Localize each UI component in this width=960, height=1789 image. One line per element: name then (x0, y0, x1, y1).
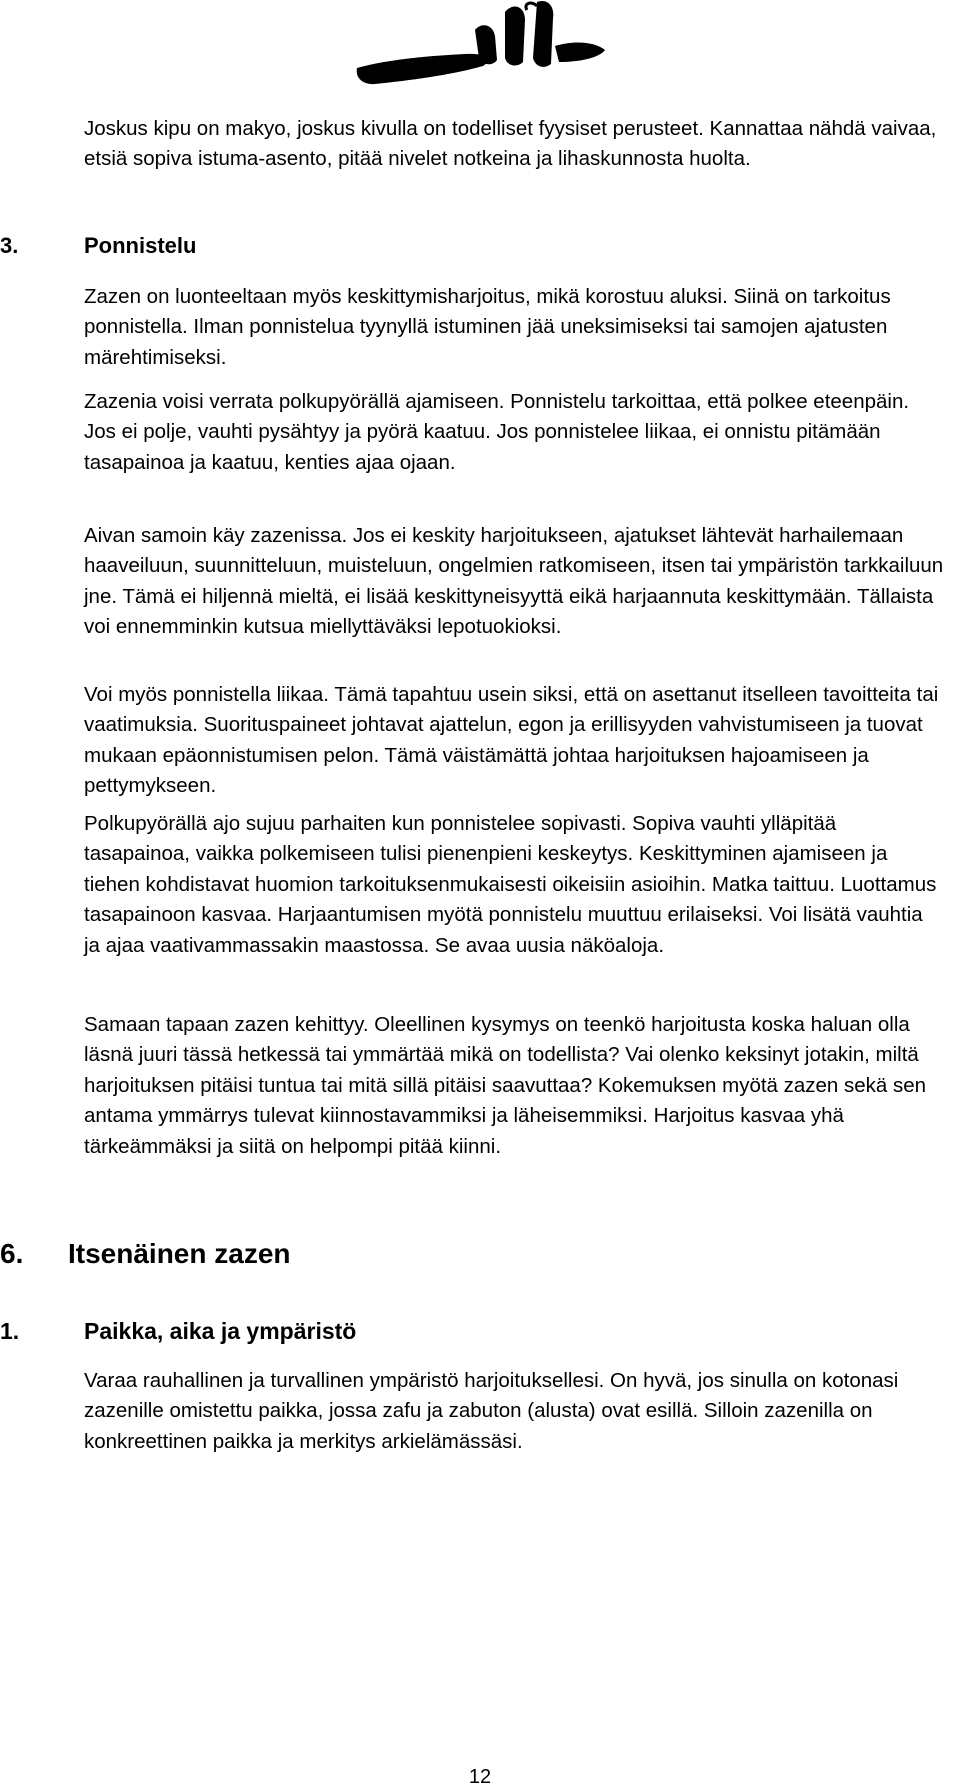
paragraph-concentration: Zazen on luonteeltaan myös keskittymisharjoitus, mikä korostuu aluksi. Siinä on tarkoitus ponnistella. Ilman ponnistelua tyynyllä istuminen jää uneksimiseksi tai samojen ajatusten märehtimiseksi. (84, 285, 891, 369)
paragraph-zazen-develops: Samaan tapaan zazen kehittyy. Oleellinen kysymys on teenkö harjoitusta koska haluan olla läsnä juuri tässä hetkessä tai ymmärtää mikä on todellista? Vai olenko keksinyt jotakin, miltä harjoituksen pitäisi tuntua tai mitä sillä pitäisi saavuttaa? Kokemuksen myötä zazen sekä sen antama ymmärrys tulevat kiinnostavammiksi ja läheisemmiksi. Harjoitus kasvaa yhä tärkeämmäksi ja siitä on helpompi pitää kiinni. (84, 1013, 927, 1158)
paragraph-too-much: Voi myös ponnistella liikaa. Tämä tapahtuu usein siksi, että on asettanut itselleen tavoitteita tai vaatimuksia. Suorituspaineet johtavat ajattelun, egon ja erillisyyden vahvistumiseen ja tuovat mukaan epäonnistumisen pelon. Tämä väistämättä johtaa harjoituksen hajoamiseen ja pettymykseen. (84, 683, 939, 798)
paragraph-pain: Joskus kipu on makyo, joskus kivulla on todelliset fyysiset perusteet. Kannattaa nähdä vaivaa, etsiä sopiva istuma-asento, pitää nivelet notkeina ja lihaskunnosta huolta. (84, 117, 937, 171)
heading-number: 1. (0, 1318, 20, 1344)
heading-title: Ponnistelu (84, 233, 197, 258)
heading-number: 3. (0, 233, 19, 258)
calligraphy-logo (355, 0, 610, 95)
chapter-title: Itsenäinen zazen (68, 1238, 291, 1269)
chapter-number: 6. (0, 1238, 24, 1269)
heading-title: Paikka, aika ja ympäristö (84, 1318, 357, 1344)
paragraph-bicycle: Zazenia voisi verrata polkupyörällä ajamiseen. Ponnistelu tarkoittaa, että polkee eteenpäin. Jos ei polje, vauhti pysähtyy ja pyörä kaatuu. Jos ponnistelee liikaa, ei onnistu pitämään tasapainoa ja kaatuu, kenties ajaa ojaan. (84, 390, 910, 474)
paragraph-zazen-same: Aivan samoin käy zazenissa. Jos ei keskity harjoitukseen, ajatukset lähtevät harhailemaan haaveiluun, suunnitteluun, muisteluun, ongelmien ratkomiseen, itsen tai ympäristön tarkkailuun jne. Tämä ei hiljennä mieltä, ei lisää keskittyneisyyttä eikä harjaannuta keskittymään. Tällaista voi ennemminkin kutsua miellyttäväksi lepotuokioksi. (84, 524, 944, 639)
paragraph-cycling-best: Polkupyörällä ajo sujuu parhaiten kun ponnistelee sopivasti. Sopiva vauhti ylläpitää tasapainoa, vaikka polkemiseen tulisi pienenpieni keskeytys. Keskittyminen ajamiseen ja tiehen kohdistavat huomion tarkoituksenmukaisesti oikeisiin asioihin. Matka taittuu. Luottamus tasapainoon kasvaa. Harjaantumisen myötä ponnistelu muuttuu erilaiseksi. Voi lisätä vauhtia ja ajaa vaativammassakin maastossa. Se avaa uusia näköaloja. (84, 812, 937, 957)
paragraph-environment: Varaa rauhallinen ja turvallinen ympäristö harjoituksellesi. On hyvä, jos sinulla on kotonasi zazenille omistettu paikka, jossa zafu ja zabuton (alusta) ovat esillä. Silloin zazenilla on konkreettinen paikka ja merkitys arkielämässäsi. (84, 1369, 899, 1453)
page-number: 12 (468, 1766, 492, 1788)
